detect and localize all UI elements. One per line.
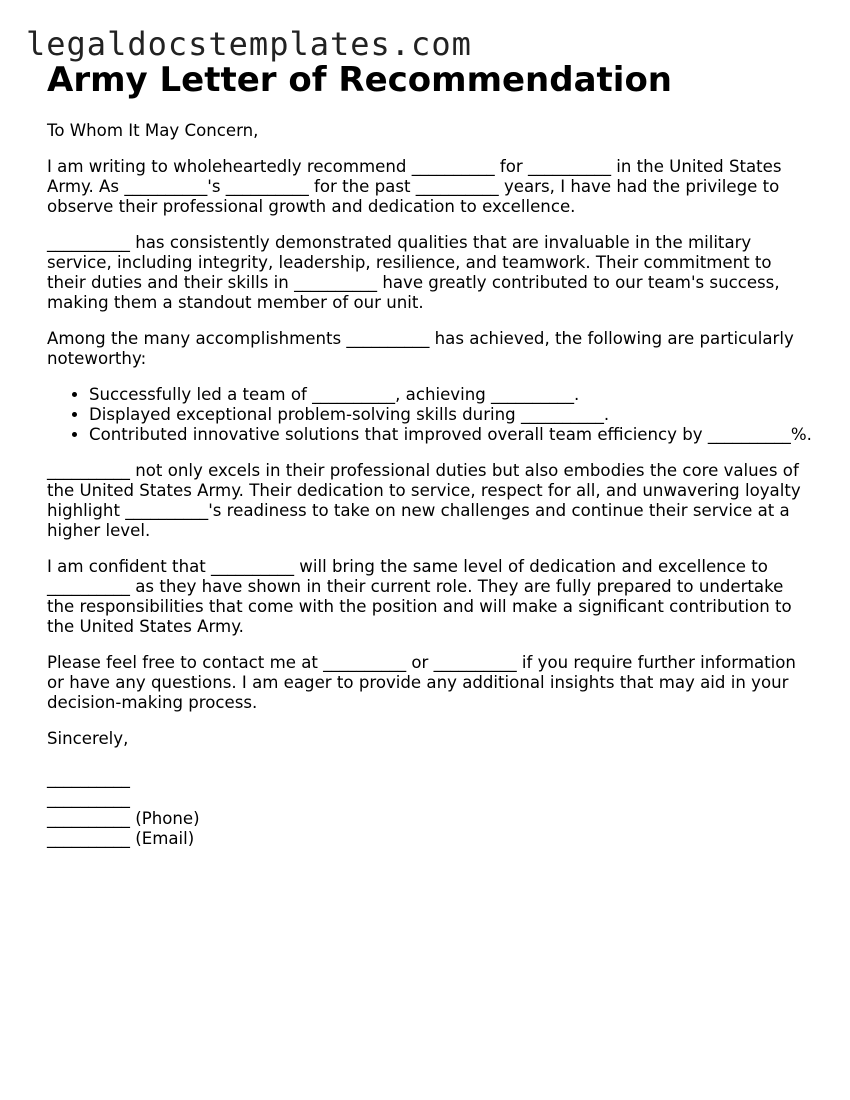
page-title: Army Letter of Recommendation (47, 60, 673, 100)
signature-email-line: __________ (Email) (47, 829, 195, 848)
qualities-paragraph: __________ has consistently demonstrated qualities that are invaluable in the military service, including integrity, leadership, resilience, and teamwork. Their commitment to their duties and their skills in __________ have greatly contributed to our team's success, making them a standout member of our unit. (47, 233, 780, 312)
accomplishments-intro-paragraph: Among the many accomplishments __________ has achieved, the following are particularly noteworthy: (47, 329, 794, 368)
list-item: • Contributed innovative solutions that improved overall team efficiency by __________%. (89, 425, 812, 445)
intro-paragraph: I am writing to wholeheartedly recommend __________ for __________ in the United States Army. As __________'s __________ for the past __________ years, I have had the privilege to observe their professional growth and dedication to excellence. (47, 157, 782, 216)
confidence-paragraph: I am confident that __________ will bring the same level of dedication and excellence to __________ as they have shown in their current role. They are fully prepared to undertake the responsibilities that come with the position and will make a significant contribution to the United States Army. (47, 557, 792, 636)
core-values-paragraph: __________ not only excels in their professional duties but also embodies the core values of the United States Army. Their dedication to service, respect for all, and unwavering loyalty highlight __________'s readiness to take on new challenges and continue their service at a higher level. (47, 461, 801, 540)
letter-document (47, 58, 812, 849)
accomplishments-list (47, 385, 812, 445)
site-watermark: legaldocstemplates.com (26, 25, 472, 63)
list-item: • Successfully led a team of __________, achieving __________. (89, 385, 812, 405)
contact-paragraph: Please feel free to contact me at __________ or __________ if you require further information or have any questions. I am eager to provide any additional insights that may aid in your decision-making process. (47, 653, 796, 712)
signature-name-line: __________ (47, 769, 130, 788)
signature-phone-line: __________ (Phone) (47, 809, 200, 828)
signature-title-line: __________ (47, 789, 130, 808)
list-item: • Displayed exceptional problem-solving skills during __________. (89, 405, 812, 425)
salutation: To Whom It May Concern, (47, 121, 259, 140)
signoff: Sincerely, (47, 729, 129, 748)
signature-block (47, 769, 812, 849)
